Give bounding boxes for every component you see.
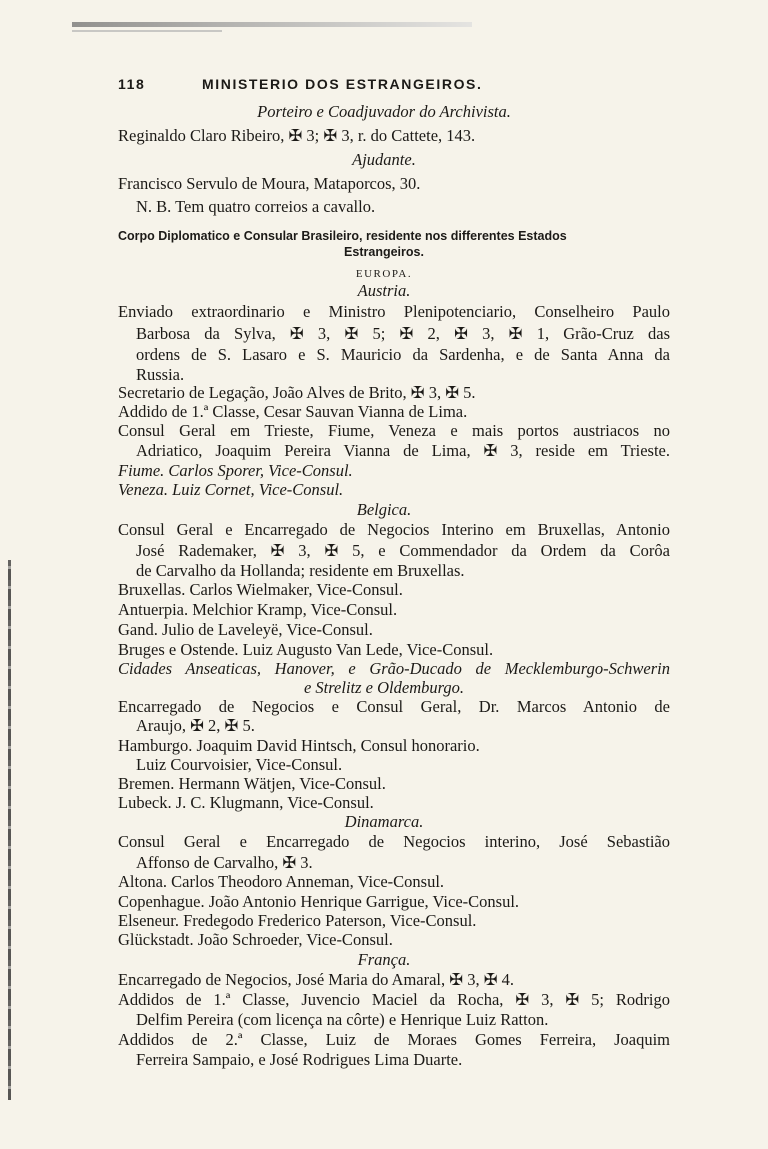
text-line: Encarregado de Negocios e Consul Geral, Dr. Marcos Antonio de xyxy=(118,697,670,716)
text-line: Consul Geral e Encarregado de Negocios Interino em Bruxellas, Antonio xyxy=(118,520,670,539)
text-line: Fiume. Carlos Sporer, Vice-Consul. xyxy=(118,461,353,480)
text-line: Francisco Servulo de Moura, Mataporcos, 30. xyxy=(118,174,421,193)
scan-artifact-line-2 xyxy=(72,30,222,32)
text-line: Antuerpia. Melchior Kramp, Vice-Consul. xyxy=(118,600,398,619)
text-line: Enviado extraordinario e Ministro Plenipotenciario, Conselheiro Paulo xyxy=(118,302,670,321)
page-number: 118 xyxy=(118,76,146,92)
text-line: ordens de S. Lasaro e S. Mauricio da Sardenha, e de Santa Anna da xyxy=(136,345,670,364)
text-line: Bruges e Ostende. Luiz Augusto Van Lede, Vice-Consul. xyxy=(118,640,494,659)
text-line-note: N. B. Tem quatro correios a cavallo. xyxy=(136,197,376,216)
section-title-cont: Estrangeiros. xyxy=(344,245,424,259)
text-line: Copenhague. João Antonio Henrique Garrigue, Vice-Consul. xyxy=(118,892,520,911)
text-line: Addidos de 1.ª Classe, Juvencio Maciel da Rocha, ✠ 3, ✠ 5; Rodrigo xyxy=(118,990,670,1009)
heading-ajudante: Ajudante. xyxy=(352,150,416,169)
scan-artifact-line xyxy=(72,22,472,27)
text-line: Consul Geral em Trieste, Fiume, Veneza e mais portos austriacos no xyxy=(118,421,670,440)
running-header xyxy=(118,74,588,96)
heading-cidades-anseaticas-cont: e Strelitz e Oldemburgo. xyxy=(303,678,465,697)
text-line: Glückstadt. João Schroeder, Vice-Consul. xyxy=(118,930,393,949)
text-line: Encarregado de Negocios, José Maria do Amaral, ✠ 3, ✠ 4. xyxy=(118,970,515,989)
page-title: MINISTERIO DOS ESTRANGEIROS. xyxy=(202,76,483,92)
text-line: Ferreira Sampaio, e José Rodrigues Lima Duarte. xyxy=(136,1050,463,1069)
text-line: Gand. Julio de Laveleyë, Vice-Consul. xyxy=(118,620,373,639)
heading-belgica: Belgica. xyxy=(356,500,412,519)
text-line: Veneza. Luiz Cornet, Vice-Consul. xyxy=(118,480,344,499)
text-line: Russia. xyxy=(136,365,185,384)
heading-europa: EUROPA. xyxy=(355,268,413,280)
text-line: Affonso de Carvalho, ✠ 3. xyxy=(136,853,313,872)
text-line: Reginaldo Claro Ribeiro, ✠ 3; ✠ 3, r. do Cattete, 143. xyxy=(118,126,476,145)
text-line: Bruxellas. Carlos Wielmaker, Vice-Consul. xyxy=(118,580,403,599)
text-line: de Carvalho da Hollanda; residente em Bruxellas. xyxy=(136,561,465,580)
text-line: Addidos de 2.ª Classe, Luiz de Moraes Gomes Ferreira, Joaquim xyxy=(118,1030,670,1049)
text-line: Lubeck. J. C. Klugmann, Vice-Consul. xyxy=(118,793,374,812)
text-line: Delfim Pereira (com licença na côrte) e Henrique Luiz Ratton. xyxy=(136,1010,549,1029)
heading-cidades-anseaticas: Cidades Anseaticas, Hanover, e Grão-Ducado de Mecklemburgo-Schwerin xyxy=(118,659,670,678)
text-line: Luiz Courvoisier, Vice-Consul. xyxy=(136,755,343,774)
text-line: Araujo, ✠ 2, ✠ 5. xyxy=(136,716,255,735)
text-line: Secretario de Legação, João Alves de Brito, ✠ 3, ✠ 5. xyxy=(118,383,476,402)
heading-austria: Austria. xyxy=(357,281,411,300)
text-line: Addido de 1.ª Classe, Cesar Sauvan Vianna de Lima. xyxy=(118,402,468,421)
text-line: Adriatico, Joaquim Pereira Vianna de Lima, ✠ 3, reside em Trieste. xyxy=(136,441,670,460)
text-line: Hamburgo. Joaquim David Hintsch, Consul honorario. xyxy=(118,736,480,755)
text-line: José Rademaker, ✠ 3, ✠ 5, e Commendador da Ordem da Corôa xyxy=(136,541,670,560)
text-line: Bremen. Hermann Wätjen, Vice-Consul. xyxy=(118,774,386,793)
heading-porteiro: Porteiro e Coadjuvador do Archivista. xyxy=(257,102,511,121)
heading-dinamarca: Dinamarca. xyxy=(344,812,424,831)
heading-franca: França. xyxy=(357,950,411,969)
section-title: Corpo Diplomatico e Consular Brasileiro, residente nos differentes Estados xyxy=(118,229,567,243)
text-line: Altona. Carlos Theodoro Anneman, Vice-Consul. xyxy=(118,872,445,891)
text-line: Barbosa da Sylva, ✠ 3, ✠ 5; ✠ 2, ✠ 3, ✠ 1, Grão-Cruz das xyxy=(136,324,670,343)
text-line: Elseneur. Fredegodo Frederico Paterson, Vice-Consul. xyxy=(118,911,477,930)
text-line: Consul Geral e Encarregado de Negocios interino, José Sebastião xyxy=(118,832,670,851)
